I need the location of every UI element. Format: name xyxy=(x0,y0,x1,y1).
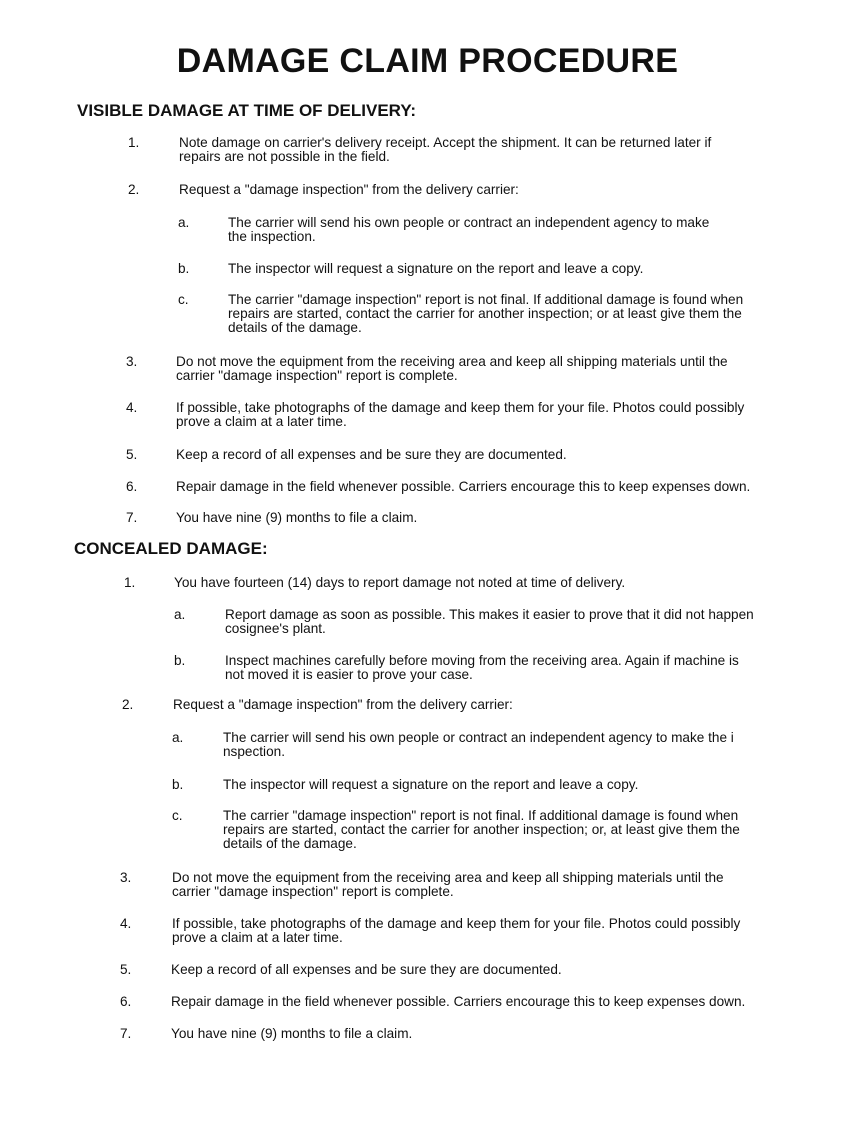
item-line: details of the damage. xyxy=(223,836,357,851)
item-text xyxy=(228,216,838,244)
item-text xyxy=(171,963,781,977)
item-line: The carrier "damage inspection" report is not final. If additional damage is found when xyxy=(223,808,739,823)
item-letter: b. xyxy=(174,653,186,668)
item-number: 7. xyxy=(126,510,138,525)
item-line: The inspector will request a signature on the report and leave a copy. xyxy=(228,261,644,276)
item-letter: a. xyxy=(178,215,190,230)
item-text xyxy=(176,401,786,429)
item-line: Repair damage in the field whenever possible. Carriers encourage this to keep expenses down. xyxy=(171,994,746,1009)
item-text xyxy=(228,262,838,276)
item-line: carrier "damage inspection" report is complete. xyxy=(172,884,454,899)
item-line: carrier "damage inspection" report is complete. xyxy=(176,368,458,383)
item-line: The inspector will request a signature on the report and leave a copy. xyxy=(223,777,639,792)
item-text xyxy=(223,809,833,851)
item-letter: a. xyxy=(174,607,186,622)
item-text xyxy=(176,448,786,462)
item-line: repairs are not possible in the field. xyxy=(179,149,390,164)
item-line: Repair damage in the field whenever possible. Carriers encourage this to keep expenses down. xyxy=(176,479,751,494)
item-letter: b. xyxy=(178,261,190,276)
page-title: DAMAGE CLAIM PROCEDURE xyxy=(176,42,679,80)
item-line: You have nine (9) months to file a claim. xyxy=(171,1026,413,1041)
item-number: 2. xyxy=(128,182,140,197)
item-line: repairs are started, contact the carrier for another inspection; or at least give them the xyxy=(228,306,742,321)
item-line: Note damage on carrier's delivery receipt. Accept the shipment. It can be returned later if xyxy=(179,135,712,150)
item-line: You have fourteen (14) days to report damage not noted at time of delivery. xyxy=(174,575,626,590)
item-text xyxy=(176,480,796,494)
item-text xyxy=(179,136,789,164)
item-line: The carrier will send his own people or contract an independent agency to make the i xyxy=(223,730,734,745)
item-line: prove a claim at a later time. xyxy=(172,930,343,945)
item-line: nspection. xyxy=(223,744,285,759)
item-line: Inspect machines carefully before moving from the receiving area. Again if machine is xyxy=(225,653,739,668)
item-line: Keep a record of all expenses and be sure they are documented. xyxy=(176,447,567,462)
item-line: details of the damage. xyxy=(228,320,362,335)
item-line: not moved it is easier to prove your case. xyxy=(225,667,473,682)
item-number: 5. xyxy=(126,447,138,462)
item-number: 4. xyxy=(120,916,132,931)
item-text xyxy=(171,995,791,1009)
item-text xyxy=(176,355,786,383)
item-line: Do not move the equipment from the receiving area and keep all shipping materials until the xyxy=(172,870,724,885)
item-line: If possible, take photographs of the damage and keep them for your file. Photos could possibly xyxy=(172,916,741,931)
item-number: 2. xyxy=(122,697,134,712)
item-text xyxy=(172,871,782,899)
section-heading-visible-damage: VISIBLE DAMAGE AT TIME OF DELIVERY: xyxy=(77,101,417,120)
item-text xyxy=(173,698,783,712)
item-number: 3. xyxy=(126,354,138,369)
item-line: Do not move the equipment from the receiving area and keep all shipping materials until the xyxy=(176,354,728,369)
item-line: Report damage as soon as possible. This makes it easier to prove that it did not happen xyxy=(225,607,754,622)
item-number: 6. xyxy=(120,994,132,1009)
item-line: Keep a record of all expenses and be sure they are documented. xyxy=(171,962,562,977)
item-text xyxy=(223,731,833,759)
item-text xyxy=(225,654,835,682)
item-letter: a. xyxy=(172,730,184,745)
item-number: 5. xyxy=(120,962,132,977)
item-text xyxy=(228,293,838,335)
item-number: 1. xyxy=(128,135,140,150)
item-number: 6. xyxy=(126,479,138,494)
item-letter: b. xyxy=(172,777,184,792)
item-text xyxy=(223,778,833,792)
item-line: the inspection. xyxy=(228,229,316,244)
item-text xyxy=(225,608,835,636)
item-line: You have nine (9) months to file a claim. xyxy=(176,510,418,525)
item-line: The carrier will send his own people or contract an independent agency to make xyxy=(228,215,710,230)
item-line: Request a "damage inspection" from the delivery carrier: xyxy=(173,697,513,712)
item-letter: c. xyxy=(172,808,183,823)
item-number: 3. xyxy=(120,870,132,885)
item-text xyxy=(172,917,782,945)
item-line: The carrier "damage inspection" report is not final. If additional damage is found when xyxy=(228,292,744,307)
item-text xyxy=(171,1027,781,1041)
item-number: 1. xyxy=(124,575,136,590)
item-number: 7. xyxy=(120,1026,132,1041)
item-line: cosignee's plant. xyxy=(225,621,326,636)
item-line: If possible, take photographs of the damage and keep them for your file. Photos could possibly xyxy=(176,400,745,415)
item-line: Request a "damage inspection" from the delivery carrier: xyxy=(179,182,519,197)
item-text xyxy=(176,511,786,525)
item-text xyxy=(174,576,784,590)
item-text xyxy=(179,183,789,197)
item-letter: c. xyxy=(178,292,189,307)
item-number: 4. xyxy=(126,400,138,415)
section-heading-concealed-damage: CONCEALED DAMAGE: xyxy=(74,539,268,558)
item-line: repairs are started, contact the carrier for another inspection; or, at least give them the xyxy=(223,822,740,837)
item-line: prove a claim at a later time. xyxy=(176,414,347,429)
